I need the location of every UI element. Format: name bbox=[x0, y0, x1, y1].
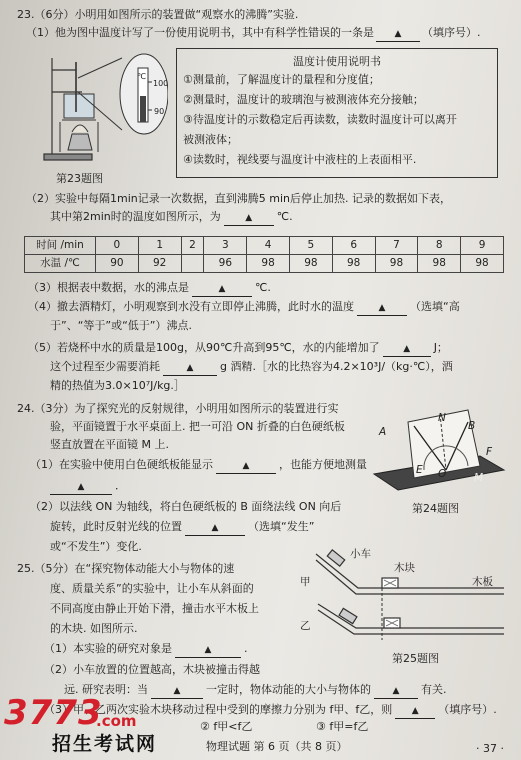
q23-part3-blank bbox=[192, 281, 252, 297]
toy-car-icon bbox=[327, 550, 344, 566]
q23-part5-a bbox=[28, 339, 448, 357]
q23-part3-text: （3）根据表中数据，水的沸点是 bbox=[28, 281, 189, 294]
table-cell: 时间 /min bbox=[25, 237, 96, 255]
q23-part3-unit: ℃. bbox=[255, 281, 271, 294]
q25-part3-end: （填序号）. bbox=[438, 703, 497, 716]
q23-part5-blank-1 bbox=[383, 341, 431, 357]
table-cell: 8 bbox=[418, 237, 461, 255]
q25-part2-end: 有关. bbox=[421, 683, 447, 696]
q25-option-2: ② f甲<f乙 bbox=[200, 720, 253, 733]
watermark-domain: .com bbox=[96, 712, 137, 730]
q24-part1-cont-end: ． bbox=[115, 479, 126, 492]
q24-line-3: 竖直放置在平面镜 M 上. bbox=[50, 438, 169, 451]
table-cell: 98 bbox=[290, 255, 333, 273]
table-cell: 98 bbox=[461, 255, 504, 273]
q25-part1-blank bbox=[175, 642, 241, 658]
table-row bbox=[25, 237, 504, 255]
blank-marker: ▲ bbox=[218, 284, 226, 294]
table-cell: 4 bbox=[247, 237, 290, 255]
blank-marker: ▲ bbox=[411, 706, 419, 716]
q24-part2-blank bbox=[185, 520, 245, 536]
manual-line-3-cont: 被测液体； bbox=[183, 133, 238, 146]
q23-part4-end: （选填“高 bbox=[410, 300, 460, 313]
q23-part2-blank bbox=[224, 210, 274, 226]
q25-part2-line-1: （2）小车放置的位置越高，木块被撞击得越 bbox=[44, 663, 260, 676]
toy-car-icon bbox=[339, 608, 357, 623]
blank-marker: ▲ bbox=[186, 363, 194, 373]
beaker-icon bbox=[62, 62, 96, 120]
table-cell: 98 bbox=[418, 255, 461, 273]
q23-part2-unit: ℃. bbox=[276, 210, 293, 223]
table-cell: 3 bbox=[204, 237, 247, 255]
q25-line-2: 度、质量关系”的实验中，让小车从斜面的 bbox=[50, 582, 254, 595]
manual-line-3: ③待温度计的示数稳定后再读数，读数时温度计可以离开 bbox=[183, 113, 457, 126]
q23-part1 bbox=[26, 24, 481, 42]
q24-part1-text: （1）在实验中使用白色硬纸板能显示 bbox=[30, 458, 213, 471]
thermometer-tick-100: 100 bbox=[153, 79, 169, 88]
blank-marker: ▲ bbox=[378, 303, 386, 313]
blank-marker: ▲ bbox=[173, 686, 181, 696]
table-cell: 90 bbox=[96, 255, 139, 273]
q23-part5-unit: J； bbox=[433, 341, 448, 354]
q24-part2-text: 旋转，此时反射光线的位置 bbox=[50, 520, 182, 533]
q24-part2-end: （选填“发生” bbox=[248, 520, 315, 533]
table-cell: 0 bbox=[96, 237, 139, 255]
q23-part5-b-text: 这个过程至少需要消耗 bbox=[50, 360, 160, 373]
table-cell: 92 bbox=[138, 255, 181, 273]
page-number: · 37 · bbox=[476, 742, 504, 755]
q23-figure-label: 第23题图 bbox=[56, 172, 103, 185]
q25-part2-blank-2 bbox=[374, 683, 418, 699]
table-cell: 7 bbox=[375, 237, 418, 255]
table-cell: 98 bbox=[247, 255, 290, 273]
manual-line-4: ④读数时，视线要与温度计中液柱的上表面相平. bbox=[183, 153, 417, 166]
fig25-label-block: 木块 bbox=[394, 562, 415, 574]
fig24-label-O: O bbox=[438, 468, 447, 480]
thermometer-manual-box bbox=[176, 48, 498, 178]
q23-part4-text: （4）撤去酒精灯，小明观察到水没有立即停止沸腾，此时水的温度 bbox=[28, 300, 354, 313]
q23-part5-b-mid: g 酒精.［水的比热容为4.2×10³J/（kg·℃），酒 bbox=[220, 360, 453, 373]
manual-title: 温度计使用说明书 bbox=[293, 55, 381, 68]
zoom-line bbox=[78, 58, 122, 78]
q25-line-4: 的木块. 如图所示. bbox=[50, 622, 138, 635]
thermometer-tick-90: 90 bbox=[154, 107, 165, 116]
q23-figure bbox=[38, 48, 168, 168]
q25-part2-text: 远. 研究表明：当 bbox=[64, 683, 148, 696]
q23-part2-a: （2）实验中每隔1min记录一次数据，直到沸腾5 min后停止加热. 记录的数据如下表， bbox=[26, 192, 451, 205]
q23-part4-b: 于”、“等于”或“低于”）沸点. bbox=[50, 319, 192, 332]
table-cell: 98 bbox=[375, 255, 418, 273]
q23-part4-blank bbox=[357, 300, 407, 316]
q23-part1-blank bbox=[376, 26, 420, 42]
q25-part2-line-2 bbox=[64, 681, 447, 699]
fig25-label-jia: 甲 bbox=[300, 576, 311, 588]
alcohol-lamp-icon bbox=[60, 122, 98, 152]
q23-data-table bbox=[24, 236, 504, 273]
table-cell bbox=[181, 255, 204, 273]
blank-marker: ▲ bbox=[394, 29, 402, 39]
q23-part5-b bbox=[50, 358, 453, 376]
thermometer-unit: ℃ bbox=[137, 72, 146, 81]
table-cell: 水温 /℃ bbox=[25, 255, 96, 273]
q23-part5-c: 精的热值为3.0×10⁷J/kg.］ bbox=[50, 379, 185, 392]
q25-part2-blank-1 bbox=[151, 683, 203, 699]
blank-marker: ▲ bbox=[204, 645, 212, 655]
q25-part1-text: （1）本实验的研究对象是 bbox=[44, 642, 172, 655]
q25-option-3: ③ f甲=f乙 bbox=[316, 720, 369, 733]
fig25-label-yi: 乙 bbox=[300, 620, 311, 632]
q23-part2-b bbox=[50, 208, 293, 226]
manual-line-2: ②测量时，温度计的玻璃泡与被测液体充分接触； bbox=[183, 93, 424, 106]
q24-part2-line-2 bbox=[50, 518, 314, 536]
table-cell: 6 bbox=[332, 237, 375, 255]
watermark-slogan: 招生考试网 bbox=[52, 733, 158, 755]
q24-part1-blank bbox=[216, 458, 276, 474]
fig24-label-N: N bbox=[438, 412, 446, 424]
q24-part2-line-3: 或“不发生”）变化. bbox=[50, 540, 142, 553]
q24-part1-end: ，也能方便地测量 bbox=[279, 458, 367, 471]
q23-part3 bbox=[28, 279, 271, 297]
table-cell: 96 bbox=[204, 255, 247, 273]
q24-part1-blank-2 bbox=[50, 479, 112, 495]
q25-part1-end: . bbox=[244, 642, 248, 655]
q23-part1-text: （1）他为图中温度计写了一份使用说明书，其中有科学性错误的一条是 bbox=[26, 26, 374, 39]
thermometer-closeup-icon bbox=[120, 54, 168, 134]
table-cell: 2 bbox=[181, 237, 204, 255]
q23-part1-end: （填序号）. bbox=[422, 26, 481, 39]
q24-line-2: 验，平面镜置于水平桌面上. 把一可沿 ON 折叠的白色硬纸板 bbox=[50, 420, 345, 433]
blank-marker: ▲ bbox=[77, 482, 85, 492]
q24-part2-line-1: （2）以法线 ON 为轴线，将白色硬纸板的 B 面绕法线 ON 向后 bbox=[30, 500, 342, 513]
q24-line-1: 24.（3分）为了探究光的反射规律，小明用如图所示的装置进行实 bbox=[17, 402, 339, 415]
q25-line-3: 不同高度由静止开始下滑，撞击水平木板上 bbox=[50, 602, 259, 615]
q25-part1 bbox=[44, 640, 248, 658]
q25-part3-text: （3）甲、乙两次实验木块移动过程中受到的摩擦力分别为 f甲、f乙，则 bbox=[44, 703, 393, 716]
table-row bbox=[25, 255, 504, 273]
blank-marker: ▲ bbox=[392, 686, 400, 696]
q24-part1 bbox=[30, 456, 367, 474]
blank-marker: ▲ bbox=[245, 213, 253, 223]
blank-marker: ▲ bbox=[403, 344, 411, 354]
fig25-label-car: 小车 bbox=[350, 548, 371, 560]
q23-part2-b-text: 其中第2min时的温度如图所示，为 bbox=[50, 210, 221, 223]
blank-marker: ▲ bbox=[242, 461, 250, 471]
table-cell: 5 bbox=[290, 237, 333, 255]
table-cell: 9 bbox=[461, 237, 504, 255]
q23-part5-blank-2 bbox=[163, 360, 217, 376]
table-cell: 98 bbox=[332, 255, 375, 273]
q25-line-1: 25.（5分）在“探究物体动能大小与物体的速 bbox=[17, 562, 235, 575]
blank-marker: ▲ bbox=[211, 523, 219, 533]
fig25-label-board: 木板 bbox=[472, 576, 493, 588]
table-cell: 1 bbox=[138, 237, 181, 255]
manual-line-1: ①测量前，了解温度计的量程和分度值； bbox=[183, 73, 380, 86]
q25-part3-blank bbox=[395, 703, 435, 719]
fig24-label-M: M bbox=[474, 472, 484, 484]
q25-part2-mid: 一定时，物体动能的大小与物体的 bbox=[206, 683, 371, 696]
fig24-label-A: A bbox=[379, 426, 387, 438]
q23-heading: 23.（6分）小明用如图所示的装置做“观察水的沸腾”实验. bbox=[17, 8, 299, 21]
q23-part5-text: （5）若烧杯中水的质量是100g，从90℃升高到95℃，水的内能增加了 bbox=[28, 341, 380, 354]
q24-part1-cont bbox=[50, 477, 126, 495]
fig24-label-E: E bbox=[416, 464, 423, 476]
q24-figure-label: 第24题图 bbox=[412, 502, 459, 515]
watermark-brand: 3773 bbox=[4, 693, 103, 733]
q23-part4-a bbox=[28, 298, 460, 316]
page-footer: 物理试题 第 6 页（共 8 页） bbox=[206, 740, 348, 753]
fig24-label-B: B bbox=[468, 420, 476, 432]
q25-figure-label: 第25题图 bbox=[392, 652, 439, 665]
fig24-label-F: F bbox=[486, 446, 493, 458]
ramp-yi-icon bbox=[318, 604, 504, 634]
